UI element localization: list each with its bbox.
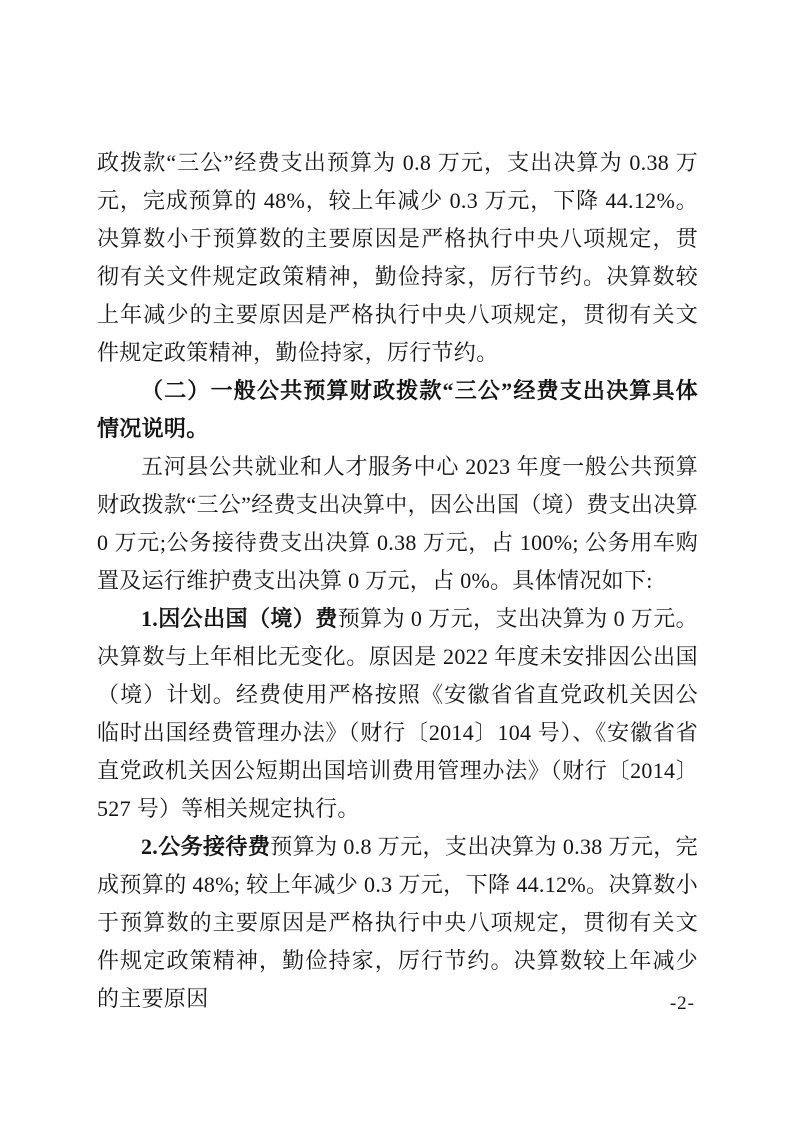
document-content — [97, 144, 698, 1018]
paragraph-text: 五河县公共就业和人才服务中心 2023 年度一般公共预算财政拨款“三公”经费支出决算中，因公出国（境）费支出决算 0 万元;公务接待费支出决算 0.38 万元，占 100%; 公务用车购置及运行维护费支出决算 0 万元，占 0%。具体情况如下: — [97, 454, 698, 593]
item-1-lead: 1.因公出国（境）费 — [141, 606, 338, 631]
section-heading — [97, 372, 698, 448]
paragraph-continuation — [97, 144, 698, 372]
paragraph-item-1 — [97, 600, 698, 828]
paragraph-text: 预算为 0 万元，支出决算为 0 万元。决算数与上年相比无变化。原因是 2022 年度未安排因公出国（境）计划。经费使用严格按照《安徽省省直党政机关因公临时出国经费管理办法》（财行〔2014〕104 号）、《安徽省省直党政机关因公短期出国培训费用管理办法》（财行〔2014〕527 号）等相关规定执行。 — [97, 606, 698, 821]
paragraph-text: 政拨款“三公”经费支出预算为 0.8 万元，支出决算为 0.38 万元，完成预算的 48%，较上年减少 0.3 万元，下降 44.12%。决算数小于预算数的主要原因是严格执行中央八项规定，贯彻有关文件规定政策精神，勤俭持家，厉行节约。决算数较上年减少的主要原因是严格执行中央八项规定，贯彻有关文件规定政策精神，勤俭持家，厉行节约。 — [97, 150, 698, 365]
page-number: -2- — [669, 993, 695, 1014]
paragraph-text: 预算为 0.8 万元，支出决算为 0.38 万元，完成预算的 48%; 较上年减少 0.3 万元，下降 44.12%。决算数小于预算数的主要原因是严格执行中央八项规定，贯彻有关文件规定政策精神，勤俭持家，厉行节约。决算数较上年减少的主要原因 — [97, 834, 698, 1011]
paragraph-item-2 — [97, 828, 698, 1018]
paragraph-overview — [97, 448, 698, 600]
item-2-lead: 2.公务接待费 — [141, 834, 271, 859]
section-heading-text: （二）一般公共预算财政拨款“三公”经费支出决算具体情况说明。 — [97, 378, 698, 441]
